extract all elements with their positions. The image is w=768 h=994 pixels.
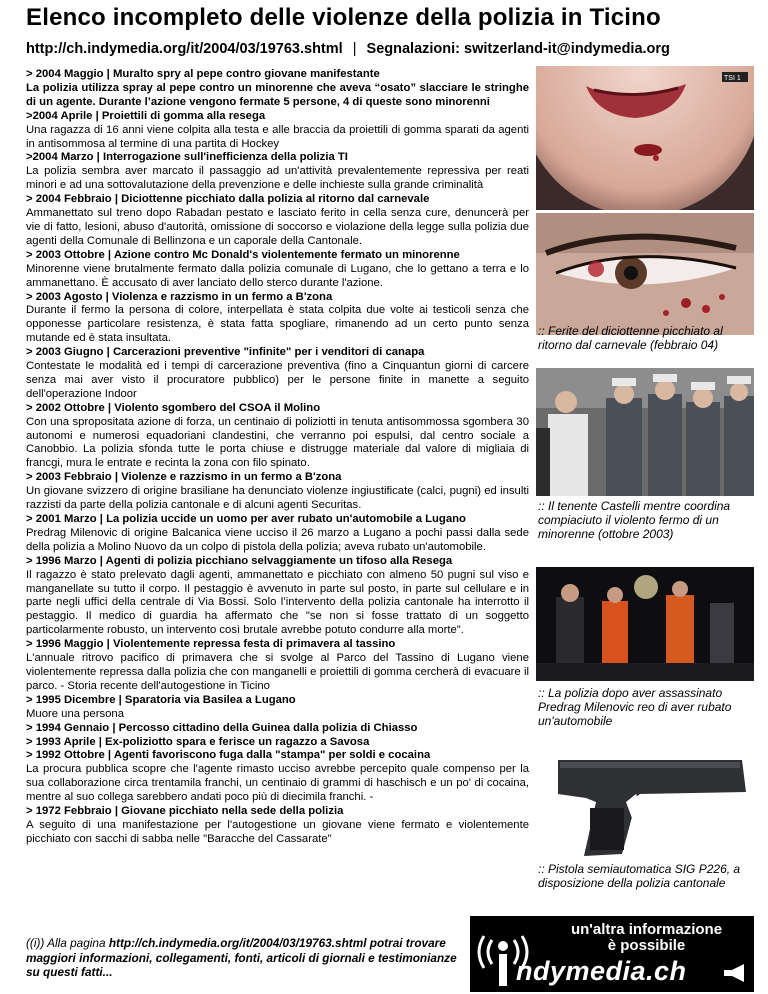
entry <box>26 68 529 110</box>
photo-caption: :: Il tenente Castelli mentre coordina compiaciuto il violento fermo di un minorenne (ottobre 2003) <box>538 499 731 541</box>
entry-heading: > 1995 Dicembre | Sparatoria via Basilea a Lugano <box>26 693 296 706</box>
entry-heading: > 1993 Aprile | Ex-poliziotto spara e ferisce un ragazzo a Savosa <box>26 735 370 748</box>
footer-note <box>26 936 466 980</box>
entry <box>26 555 529 638</box>
entry <box>26 722 529 736</box>
entry-heading: >2004 Aprile | Proiettili di gomma alla resega <box>26 109 266 122</box>
photo-night-police-icon <box>536 567 754 681</box>
entry-body: La polizia utilizza spray al pepe contro un minorenne che aveva “osato” slacciare le stringhe di un agente. Durante l’azione vengono fermate 5 persone, 4 di queste sono minorenni <box>26 81 529 108</box>
entry <box>26 402 529 472</box>
entry-body: Ammanettato sul treno dopo Rabadan pestato e lasciato ferito in cella senza cure, denuncerà per vie di fatto, lesioni, abuso d'autorità, omissione di soccorso e violazione della legge sulla polizia due agenti della Comunale di Bellinzona e un caporale della Cantonale. <box>26 207 529 247</box>
entry-heading: > 2002 Ottobre | Violento sgombero del CSOA il Molino <box>26 401 321 414</box>
entry <box>26 291 529 347</box>
photo-caption: :: Pistola semiautomatica SIG P226, a disposizione della polizia cantonale <box>538 862 741 890</box>
entry-heading: > 2003 Giugno | Carcerazioni preventive "infinite" per i venditori di canapa <box>26 346 425 359</box>
footer-suffix: potrai trovare maggiori informazioni, collegamenti, fonti, articoli di giornali e testimonianze su questi fatti... <box>26 936 457 979</box>
logo-tagline-2: è possibile <box>607 937 686 954</box>
entry <box>26 110 529 152</box>
entry <box>26 638 529 694</box>
entry <box>26 249 529 291</box>
entry-heading: > 2003 Agosto | Violenza e razzismo in un fermo a B'zona <box>26 290 333 303</box>
photo-eye-injury-icon <box>536 213 754 335</box>
entry-heading: > 2001 Marzo | La polizia uccide un uomo per aver rubato un'automobile a Lugano <box>26 513 466 525</box>
entry-heading: > 2003 Ottobre | Azione contro Mc Donald's violentemente fermato un minorenne <box>26 248 460 261</box>
entry-body: Minorenne viene brutalmente fermato dalla polizia comunale di Lugano, che lo gettano a terra e lo ammanettano. È accusato di aver lanciato dello sterco durante l'azione. <box>26 262 529 289</box>
entry-heading: > 1992 Ottobre | Agenti favoriscono fuga dalla "stampa" per soldi e cocaina <box>26 749 431 762</box>
entry <box>26 346 529 402</box>
contact-line: Segnalazioni: switzerland-it@indymedia.org <box>366 41 670 57</box>
separator: | <box>352 41 357 57</box>
indymedia-logo <box>470 916 754 992</box>
source-url[interactable]: http://ch.indymedia.org/it/2004/03/19763.shtml <box>26 41 343 57</box>
entry-heading: > 1996 Maggio | Violentemente repressa festa di primavera al tassino <box>26 638 396 651</box>
entry <box>26 151 529 193</box>
entry <box>26 805 529 847</box>
photo-face-lip-icon <box>536 66 754 210</box>
logo-tagline-1: un'altra informazione <box>570 921 723 938</box>
photo-caption: :: Ferite del diciottenne picchiato al ritorno dal carnevale (febbraio 04) <box>538 324 723 352</box>
entry <box>26 694 529 722</box>
entry-heading: > 1994 Gennaio | Percosso cittadino della Guinea dalla polizia di Chiasso <box>26 721 418 734</box>
entries-list <box>26 68 529 847</box>
entry-heading: > 2004 Febbraio | Diciottenne picchiato dalla polizia al ritorno dal carnevale <box>26 193 430 206</box>
footer-link[interactable]: http://ch.indymedia.org/it/2004/03/19763.shtml <box>108 936 367 950</box>
entry <box>26 193 529 249</box>
photo-police-group-icon <box>536 368 754 496</box>
entry-body: Il ragazzo è stato prelevato dagli agenti, ammanettato e picchiato con almeno 50 pugni sul viso e manganellate su tutto il corpo. Il pestaggio è avvenuto in parte sul posto, in parte sul cellulare e in parte negli uffici della centrale di Via Bossi. Solo l’intervento della polizia cantonale ha interrotto il pestaggio. Il medico di guardia ha affermato che "se non si fosse trattato di un soggetto particolarmente robusto, un intervento così brutale avrebbe potuto condurre alla morte". <box>26 568 529 637</box>
entry-heading: > 2004 Maggio | Muralto spry al pepe contro giovane manifestante <box>26 68 380 80</box>
page-title: Elenco incompleto delle violenze della polizia in Ticino <box>26 4 661 31</box>
entry-body: La procura pubblica scopre che l'agente rimasto ucciso avrebbe percepito quale compenso per la sua collaborazione circa trentamila franchi, un centinaio di grammi di haschisch e un po' di cocaina, mentre al suo collega sarebbero andati poco più di diecimila franchi. - <box>26 763 529 804</box>
entry-body: A seguito di una manifestazione per l'autogestione un giovane viene fermato e violentemente picchiato con sacchi di sabba nelle "Baracche del Cassarate" <box>26 818 529 845</box>
entry-body: Predrag Milenovic di origine Balcanica viene ucciso il 26 marzo a Lugano a pochi passi dalla sede della polizia a Molino Nuovo da un colpo di pistola della polizia; aveva rubato un'automobile. <box>26 526 529 553</box>
entry-body: Contestate le modalità ed i tempi di carcerazione preventiva (fino a Cinquantun giorni di carcere senza mai aver visto il procuratore pubblico) per le persone finite in manette a seguito dell'operazione Indoor <box>26 360 529 400</box>
photo-caption: :: La polizia dopo aver assassinato Predrag Milenovic reo di aver rubato un'automobile <box>538 686 732 728</box>
entry <box>26 513 529 555</box>
entry-body: L'annuale ritrovo pacifico di primavera che si svolge al Parco del Tassino di Lugano viene violentemente repressa dalla polizia che con manganelli e proiettili di gomma cercherà di evacuare il parco. - Storia recente dell'autogestione in Ticino <box>26 652 529 692</box>
megaphone-icon <box>722 962 748 984</box>
entry-heading: > 1972 Febbraio | Giovane picchiato nella sede della polizia <box>26 805 344 818</box>
logo-brand: ndymedia.ch <box>516 956 687 986</box>
entry-heading: > 2003 Febbraio | Violenze e razzismo in un fermo a B'zona <box>26 471 342 484</box>
entry-body: Un giovane svizzero di origine brasiliane ha denunciato violenze ingiustificate (calci, pugni) ed insulti razzisti da parte della polizia cantonale e di alcuni agenti Securitas. <box>26 485 529 512</box>
entry <box>26 736 529 750</box>
entry-body: Durante il fermo la persona di colore, interpellata è stata colpita due volte ai testicoli senza che opponesse particolare resistenza, è stata fatta spogliare, rimanendo ad un certo punto senza mutande ed è stata insultata. <box>26 304 529 345</box>
entry-heading: > 1996 Marzo | Agenti di polizia picchiano selvaggiamente un tifoso alla Resega <box>26 554 453 567</box>
entry-body: Con una spropositata azione di forza, un centinaio di poliziotti in tenuta antisommossa sgombera 30 autonomi e numerosi equadoriani clandestini, che verranno poi espulsi, dal centro sociale a Canobbio. La polizia sfonda tutte le porta chiuse e distrugge materiale dal valore di migliaia di francgi, mura le entrate e recinta la zona con filo spinato. <box>26 415 529 470</box>
entry-body: Una ragazza di 16 anni viene colpita alla testa e alle braccia da proiettili di gomma sparati da agenti in antisommosa al termine di una partita di Hockey <box>26 123 529 150</box>
entry <box>26 749 529 805</box>
footer-prefix: ((i)) Alla pagina <box>26 936 109 950</box>
entry-heading: >2004 Marzo | Interrogazione sull'inefficienza della polizia TI <box>26 151 348 164</box>
entry-body: Muore una persona <box>26 707 124 720</box>
page-subtitle <box>26 41 756 57</box>
entry-body: La polizia sembra aver marcato il passaggio ad un'attività prevalentemente repressiva per reati minori e ad una sottovalutazione della prevenzione e delle inchieste sulla grande criminalità <box>26 165 529 192</box>
entry <box>26 471 529 513</box>
photo-pistol-icon <box>536 744 754 864</box>
svg-text:TSI 1: TSI 1 <box>724 75 741 82</box>
